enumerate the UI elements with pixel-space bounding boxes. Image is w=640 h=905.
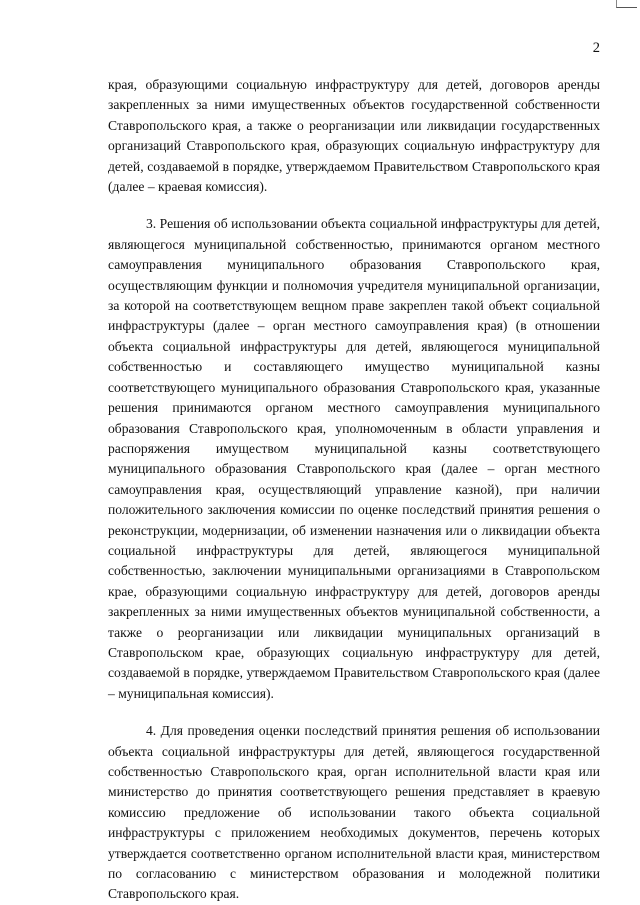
document-body [108, 75, 600, 905]
paragraph-3: 3. Решения об использовании объекта социальной инфраструктуры для детей, являющегося муниципальной собственностью, принимаются органом местного самоуправления муниципального образования Ставропольского края, осуществляющим функции и полномочия учредителя муниципальной организации, за которой на соответствующем вещном праве закреплен такой объект социальной инфраструктуры (далее – орган местного самоуправления края) (в отношении объекта социальной инфраструктуры для детей, являющегося муниципальной собственностью и составляющего имущество муниципальной казны соответствующего муниципального образования Ставропольского края, указанные решения принимаются органом местного самоуправления муниципального образования Ставропольского края, уполномоченным в области управления и распоряжения имуществом муниципальной казны соответствующего муниципального образования Ставропольского края (далее – орган местного самоуправления края, осуществляющий управление казной), при наличии положительного заключения комиссии по оценке последствий принятия решения о реконструкции, модернизации, об изменении назначения или о ликвидации объекта социальной инфраструктуры для детей, являющегося муниципальной собственностью, заключении муниципальными организациями в Ставропольском крае, образующими социальную инфраструктуру для детей, договоров аренды закрепленных за ними имущественных объектов муниципальной собственности, а также о реорганизации или ликвидации муниципальных организаций в Ставропольском крае, образующих социальную инфраструктуру для детей, создаваемой в порядке, утверждаемом Правительством Ставропольского края (далее – муниципальная комиссия). [108, 216, 600, 701]
page-number: 2 [592, 40, 600, 56]
paragraph-4: 4. Для проведения оценки последствий принятия решения об использовании объекта социальной инфраструктуры для детей, являющегося государственной собственностью Ставропольского края, орган исполнительной власти края или министерство до принятия соответствующего решения представляет в краевую комиссию предложение об использовании такого объекта социальной инфраструктуры с приложением необходимых документов, перечень которых утверждается соответственно органом исполнительной власти края, министерством по согласованию с министерством образования и молодежной политики Ставропольского края. [108, 723, 600, 902]
scan-corner-mark [616, 0, 637, 8]
paragraph-continued: края, образующими социальную инфраструктуру для детей, договоров аренды закрепленных за ними имущественных объектов государственной собственности Ставропольского края, а также о реорганизации или ликвидации государственных организаций Ставропольского края, образующих социальную инфраструктуру для детей, создаваемой в порядке, утверждаемом Правительством Ставропольского края (далее – краевая комиссия). [108, 77, 600, 195]
